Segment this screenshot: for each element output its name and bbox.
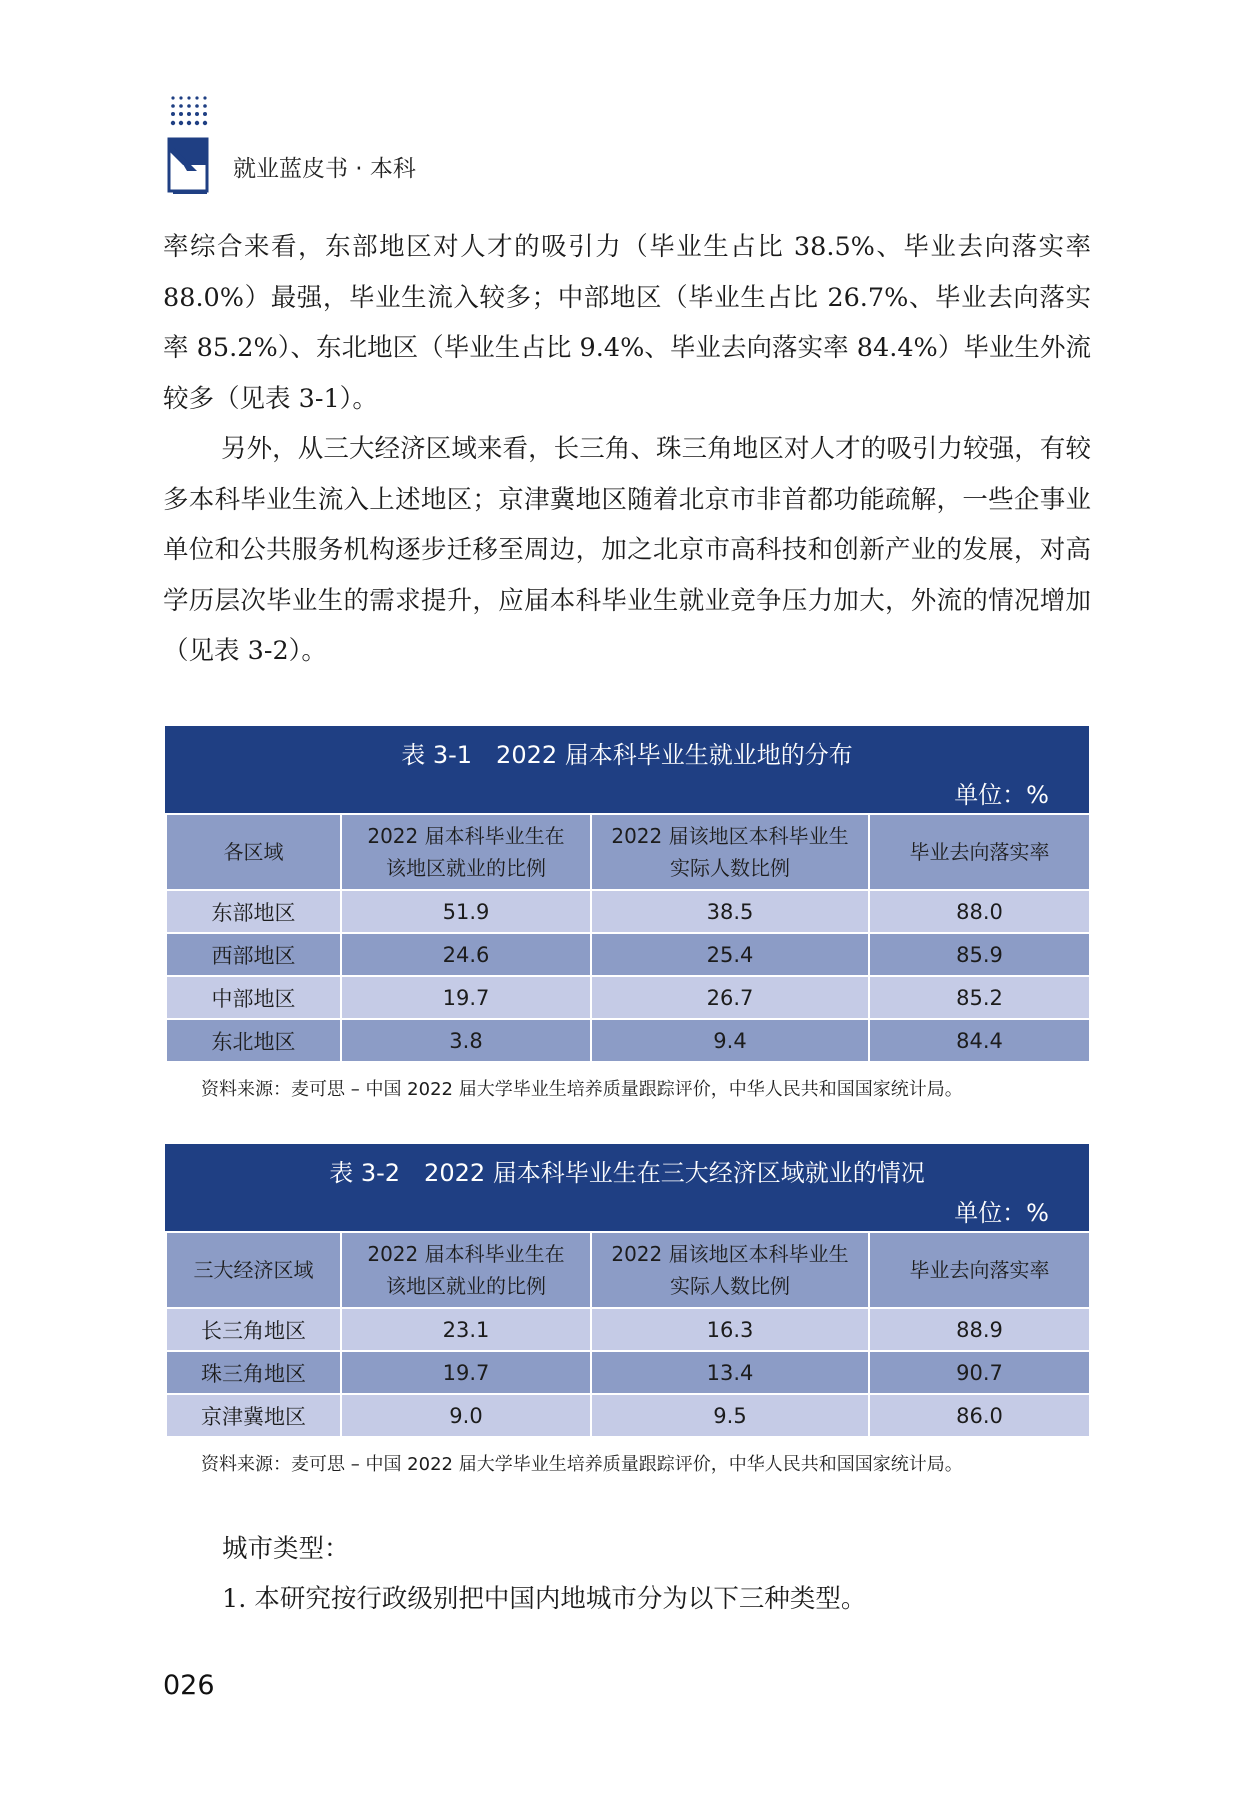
- table-cell: 13.4: [591, 1351, 869, 1394]
- table-cell: 9.5: [591, 1394, 869, 1437]
- table-3-1: [165, 726, 1089, 1101]
- table-row: [166, 1351, 1090, 1394]
- table-cell: 西部地区: [166, 933, 341, 976]
- table-cell: 19.7: [341, 1351, 591, 1394]
- table-title: 表 3-2 2022 届本科毕业生在三大经济区域就业的情况: [329, 1159, 925, 1187]
- table-cell: 9.4: [591, 1019, 869, 1062]
- table-row: [166, 890, 1090, 933]
- section-tail: [222, 1524, 866, 1624]
- table-cell: 38.5: [591, 890, 869, 933]
- paragraph: 率综合来看，东部地区对人才的吸引力（毕业生占比 38.5%、毕业去向落实率 88.0%）最强，毕业生流入较多；中部地区（毕业生占比 26.7%、毕业去向落实率 85.2%）、东北地区（毕业生占比 9.4%、毕业去向落实率 84.4%）毕业生外流较多（见表 3-1）。: [163, 232, 1091, 414]
- table-cell: 23.1: [341, 1308, 591, 1351]
- table-cell: 16.3: [591, 1308, 869, 1351]
- column-header: 2022 届该地区本科毕业生 实际人数比例: [591, 814, 869, 890]
- table-cell: 东部地区: [166, 890, 341, 933]
- table-cell: 19.7: [341, 976, 591, 1019]
- column-header: 2022 届本科毕业生在 该地区就业的比例: [341, 814, 591, 890]
- table-cell: 84.4: [869, 1019, 1090, 1062]
- table-unit: 单位：%: [954, 781, 1049, 809]
- table-source-note: 资料来源：麦可思 – 中国 2022 届大学毕业生培养质量跟踪评价，中华人民共和国国家统计局。: [201, 1079, 963, 1100]
- table-cell: 9.0: [341, 1394, 591, 1437]
- table-cell: 88.9: [869, 1308, 1090, 1351]
- page-number: 026: [163, 1670, 215, 1701]
- table-row: [166, 1394, 1090, 1437]
- table-3-2: [165, 1144, 1089, 1476]
- table-row: [166, 976, 1090, 1019]
- table-cell: 85.9: [869, 933, 1090, 976]
- list-item: 1. 本研究按行政级别把中国内地城市分为以下三种类型。: [222, 1584, 867, 1614]
- table-row: [166, 1019, 1090, 1062]
- dot-grid-icon: [169, 95, 209, 131]
- table-cell: 86.0: [869, 1394, 1090, 1437]
- column-header: 毕业去向落实率: [869, 1232, 1090, 1308]
- table-cell: 珠三角地区: [166, 1351, 341, 1394]
- column-header: 毕业去向落实率: [869, 814, 1090, 890]
- table-cell: 85.2: [869, 976, 1090, 1019]
- table-unit: 单位：%: [954, 1199, 1049, 1227]
- data-table: [165, 813, 1091, 1063]
- page-header: [163, 95, 563, 205]
- table-row: [166, 1308, 1090, 1351]
- table-cell: 51.9: [341, 890, 591, 933]
- table-cell: 长三角地区: [166, 1308, 341, 1351]
- section-heading: 城市类型：: [222, 1534, 350, 1564]
- paragraph: 另外，从三大经济区域来看，长三角、珠三角地区对人才的吸引力较强，有较多本科毕业生流入上述地区；京津冀地区随着北京市非首都功能疏解，一些企事业单位和公共服务机构逐步迁移至周边，加之北京市高科技和创新产业的发展，对高学历层次毕业生的需求提升，应届本科毕业生就业竞争压力加大，外流的情况增加（见表 3-2）。: [163, 434, 1091, 666]
- book-corner-icon: [163, 135, 213, 195]
- table-cell: 东北地区: [166, 1019, 341, 1062]
- table-cell: 26.7: [591, 976, 869, 1019]
- table-row: [166, 933, 1090, 976]
- table-cell: 3.8: [341, 1019, 591, 1062]
- column-header: 2022 届该地区本科毕业生 实际人数比例: [591, 1232, 869, 1308]
- table-cell: 京津冀地区: [166, 1394, 341, 1437]
- table-header-bar: [165, 1144, 1089, 1231]
- table-cell: 90.7: [869, 1351, 1090, 1394]
- body-text: [163, 222, 1091, 677]
- table-cell: 中部地区: [166, 976, 341, 1019]
- table-cell: 24.6: [341, 933, 591, 976]
- column-header: 三大经济区域: [166, 1232, 341, 1308]
- table-cell: 88.0: [869, 890, 1090, 933]
- data-table: [165, 1231, 1091, 1438]
- running-title: 就业蓝皮书 · 本科: [233, 156, 416, 182]
- column-header: 各区域: [166, 814, 341, 890]
- table-header-bar: [165, 726, 1089, 813]
- table-cell: 25.4: [591, 933, 869, 976]
- table-title: 表 3-1 2022 届本科毕业生就业地的分布: [401, 741, 853, 769]
- table-source-note: 资料来源：麦可思 – 中国 2022 届大学毕业生培养质量跟踪评价，中华人民共和国国家统计局。: [201, 1454, 963, 1475]
- column-header: 2022 届本科毕业生在 该地区就业的比例: [341, 1232, 591, 1308]
